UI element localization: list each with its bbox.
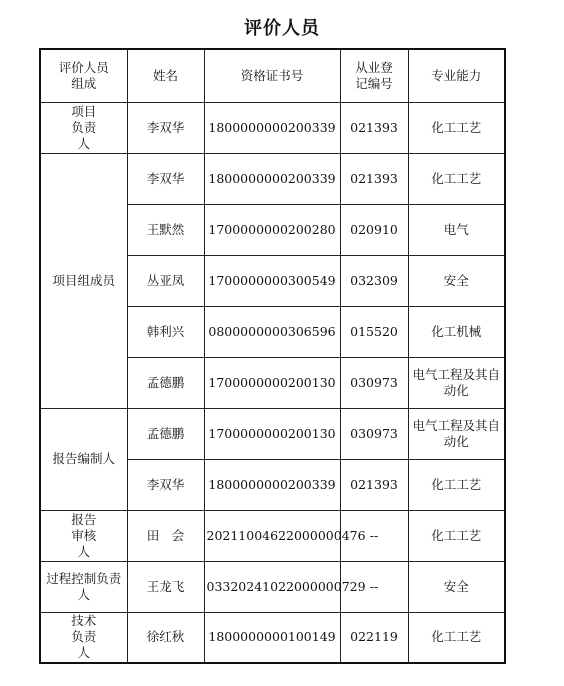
table-row: [40, 510, 505, 561]
reg-number: 021393: [340, 459, 408, 510]
member-name: 孟德鹏: [127, 357, 204, 408]
reg-number: 022119: [340, 612, 408, 663]
cert-number: 1800000000200339: [204, 102, 340, 153]
group-label: 报告审核人: [40, 510, 127, 561]
skill: 电气工程及其自动化: [408, 408, 505, 459]
member-name: 李双华: [127, 459, 204, 510]
skill: 化工工艺: [408, 153, 505, 204]
cert-number: 0800000000306596: [204, 306, 340, 357]
header-reg: 从业登记编号: [340, 49, 408, 102]
group-label: 项目组成员: [40, 153, 127, 408]
skill: 化工机械: [408, 306, 505, 357]
table-row: [40, 561, 505, 612]
member-name: 丛亚凤: [127, 255, 204, 306]
reg-number: 032309: [340, 255, 408, 306]
cert-number: 1800000000100149: [204, 612, 340, 663]
header-row: [40, 49, 505, 102]
header-name: 姓名: [127, 49, 204, 102]
cert-number: 03320241022000000729: [204, 561, 340, 612]
reg-number: 020910: [340, 204, 408, 255]
page-title: 评价人员: [244, 18, 320, 39]
reg-number: --: [340, 510, 408, 561]
staff-table: [39, 48, 506, 664]
skill: 安全: [408, 561, 505, 612]
group-label: 技术负责人: [40, 612, 127, 663]
group-label: 项目负责人: [40, 102, 127, 153]
skill: 化工工艺: [408, 510, 505, 561]
staff-rows: [40, 102, 505, 663]
table-row: [40, 612, 505, 663]
reg-number: 015520: [340, 306, 408, 357]
header-cert: 资格证书号: [204, 49, 340, 102]
member-name: 韩利兴: [127, 306, 204, 357]
table-row: [40, 408, 505, 459]
table-row: [40, 153, 505, 204]
cert-number: 1700000000200130: [204, 408, 340, 459]
skill: 化工工艺: [408, 459, 505, 510]
member-name: 徐红秋: [127, 612, 204, 663]
skill: 化工工艺: [408, 612, 505, 663]
skill: 安全: [408, 255, 505, 306]
reg-number: 030973: [340, 408, 408, 459]
member-name: 王龙飞: [127, 561, 204, 612]
cert-number: 1700000000200130: [204, 357, 340, 408]
member-name: 王默然: [127, 204, 204, 255]
reg-number: 021393: [340, 102, 408, 153]
reg-number: 021393: [340, 153, 408, 204]
table-row: [40, 102, 505, 153]
header-group: 评价人员组成: [40, 49, 127, 102]
reg-number: --: [340, 561, 408, 612]
group-label: 报告编制人: [40, 408, 127, 510]
member-name: 李双华: [127, 102, 204, 153]
member-name: 李双华: [127, 153, 204, 204]
header-skill: 专业能力: [408, 49, 505, 102]
cert-number: 1800000000200339: [204, 459, 340, 510]
cert-number: 1800000000200339: [204, 153, 340, 204]
cert-number: 20211004622000000476: [204, 510, 340, 561]
reg-number: 030973: [340, 357, 408, 408]
skill: 化工工艺: [408, 102, 505, 153]
cert-number: 1700000000300549: [204, 255, 340, 306]
member-name: 孟德鹏: [127, 408, 204, 459]
group-label: 过程控制负责人: [40, 561, 127, 612]
cert-number: 1700000000200280: [204, 204, 340, 255]
skill: 电气: [408, 204, 505, 255]
skill: 电气工程及其自动化: [408, 357, 505, 408]
member-name: 田 会: [127, 510, 204, 561]
